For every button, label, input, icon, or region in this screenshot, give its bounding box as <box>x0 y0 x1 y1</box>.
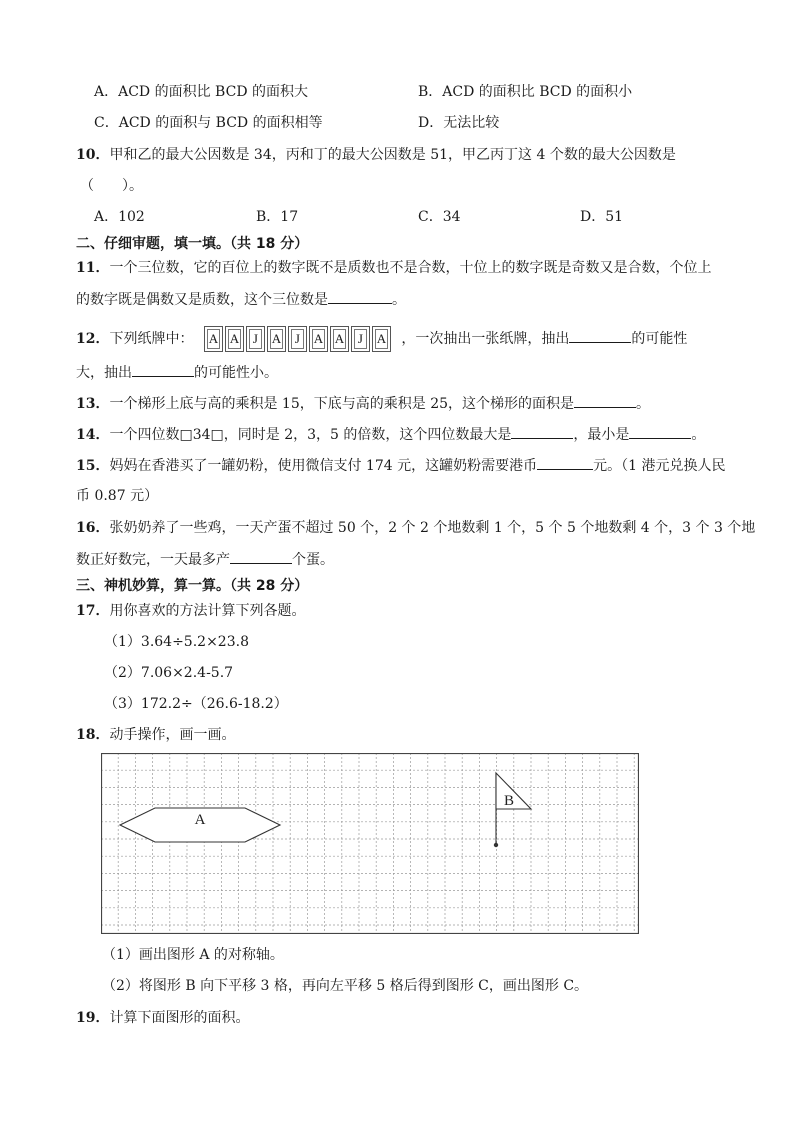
q12-answer-blank-2[interactable] <box>132 362 194 377</box>
q17-item-2: （2）7.06×2.4-5.7 <box>104 665 234 681</box>
q17-text: 用你喜欢的方法计算下列各题。 <box>109 603 306 619</box>
q14-answer-blank-min[interactable] <box>629 424 691 439</box>
drawing-grid[interactable] <box>101 753 639 934</box>
q14-question <box>76 424 705 445</box>
q14-text: 一个四位数□34□，同时是 2，3，5 的倍数，这个四位数最大是 <box>109 427 512 443</box>
playing-card: J <box>246 326 265 352</box>
q16-text-3: 个蛋。 <box>292 552 334 568</box>
q10-paren: （ ）。 <box>80 178 143 194</box>
q14-answer-blank-max[interactable] <box>511 424 573 439</box>
q9-option-c: C．ACD 的面积与 BCD 的面积相等 <box>94 115 323 131</box>
playing-card: A <box>330 326 349 352</box>
q11-number: 11． <box>76 260 110 276</box>
q11-answer-blank[interactable] <box>328 289 392 304</box>
q11-line2 <box>76 289 406 310</box>
q12-number: 12． <box>76 331 110 347</box>
q18-text: 动手操作，画一画。 <box>109 727 236 743</box>
q19-number: 19． <box>76 1010 110 1026</box>
q12-text-5: 的可能性小。 <box>194 365 278 381</box>
playing-card: A <box>372 326 391 352</box>
q16-line1 <box>76 518 755 538</box>
q13-question <box>76 393 650 414</box>
q15-line1 <box>76 455 725 476</box>
q10-option-b: B．17 <box>256 209 299 225</box>
playing-card: J <box>351 326 370 352</box>
q17-question <box>76 601 305 621</box>
q12-text-2: ，一次抽出一张纸牌，抽出 <box>401 331 570 347</box>
q13-period: 。 <box>636 396 651 412</box>
q15-line2: 币 0.87 元） <box>76 488 159 504</box>
q17-item-1: （1）3.64÷5.2×23.8 <box>104 634 249 650</box>
q19-text: 计算下面图形的面积。 <box>109 1010 250 1026</box>
q12-line2 <box>76 362 278 383</box>
playing-card: A <box>309 326 328 352</box>
shape-a-label: A <box>194 812 206 828</box>
q16-text: 张奶奶养了一些鸡，一天产蛋不超过 50 个，2 个 2 个地数剩 1 个，5 个 5 个地数剩 4 个，3 个 3 个地 <box>109 520 756 536</box>
q12-answer-blank-1[interactable] <box>569 328 631 343</box>
q16-number: 16． <box>76 520 110 536</box>
q10-text: 甲和乙的最大公因数是 34，丙和丁的最大公因数是 51，甲乙丙丁这 4 个数的最大公因数是 <box>109 147 676 163</box>
q19-question <box>76 1008 249 1028</box>
q10-option-d: D．51 <box>580 209 624 225</box>
q10-number: 10． <box>76 147 110 163</box>
q14-text-2: ，最小是 <box>573 427 630 443</box>
playing-card: A <box>204 326 223 352</box>
q15-text: 妈妈在香港买了一罐奶粉，使用微信支付 174 元，这罐奶粉需要港币 <box>109 458 538 474</box>
q18-sub-2: （2）将图形 B 向下平移 3 格，再向左平移 5 格后得到图形 C，画出图形 C。 <box>102 978 589 994</box>
q10-option-c: C．34 <box>418 209 461 225</box>
q9-option-b: B．ACD 的面积比 BCD 的面积小 <box>418 84 633 100</box>
playing-card: A <box>225 326 244 352</box>
q12-text-4: 大，抽出 <box>76 365 132 381</box>
playing-card: J <box>288 326 307 352</box>
q10-option-a: A．102 <box>94 209 145 225</box>
q18-sub-1: （1）画出图形 A 的对称轴。 <box>102 947 284 963</box>
q12-text: 下列纸牌中： <box>109 331 194 347</box>
q11-text-2: 的数字既是偶数又是质数，这个三位数是 <box>76 292 328 308</box>
q14-period: 。 <box>691 427 706 443</box>
q14-number: 14． <box>76 427 110 443</box>
q16-line2 <box>76 549 334 570</box>
q15-text-2: 元。（1 港元兑换人民 <box>593 458 726 474</box>
q11-line1 <box>76 258 711 278</box>
q13-text: 一个梯形上底与高的乘积是 15，下底与高的乘积是 25，这个梯形的面积是 <box>109 396 575 412</box>
grid-lines <box>101 753 639 934</box>
q11-text: 一个三位数，它的百位上的数字既不是质数也不是合数，十位上的数字既是奇数又是合数，个位上 <box>109 260 712 276</box>
flag-base-dot <box>494 843 498 847</box>
q16-answer-blank[interactable] <box>230 549 292 564</box>
q15-number: 15． <box>76 458 110 474</box>
q18-question <box>76 725 235 745</box>
q17-item-3: （3）172.2÷（26.6-18.2） <box>104 696 288 712</box>
q9-option-d: D．无法比较 <box>418 115 500 131</box>
card-row <box>204 326 391 352</box>
playing-card: A <box>267 326 286 352</box>
q13-answer-blank[interactable] <box>574 393 636 408</box>
grid-border <box>102 754 639 934</box>
q17-number: 17． <box>76 603 110 619</box>
q10-question <box>76 145 676 165</box>
q16-text-2: 数正好数完，一天最多产 <box>76 552 230 568</box>
shape-b-label: B <box>504 793 515 809</box>
q13-number: 13． <box>76 396 110 412</box>
q9-option-a: A．ACD 的面积比 BCD 的面积大 <box>94 84 308 100</box>
section-2-title: 二、仔细审题，填一填。（共 18 分） <box>76 236 309 252</box>
q12-text-3: 的可能性 <box>631 331 688 347</box>
q11-period: 。 <box>392 292 406 308</box>
q15-answer-blank[interactable] <box>537 455 593 470</box>
q12-line1 <box>76 325 687 353</box>
section-3-title: 三、神机妙算，算一算。（共 28 分） <box>76 578 309 594</box>
q18-number: 18． <box>76 727 110 743</box>
